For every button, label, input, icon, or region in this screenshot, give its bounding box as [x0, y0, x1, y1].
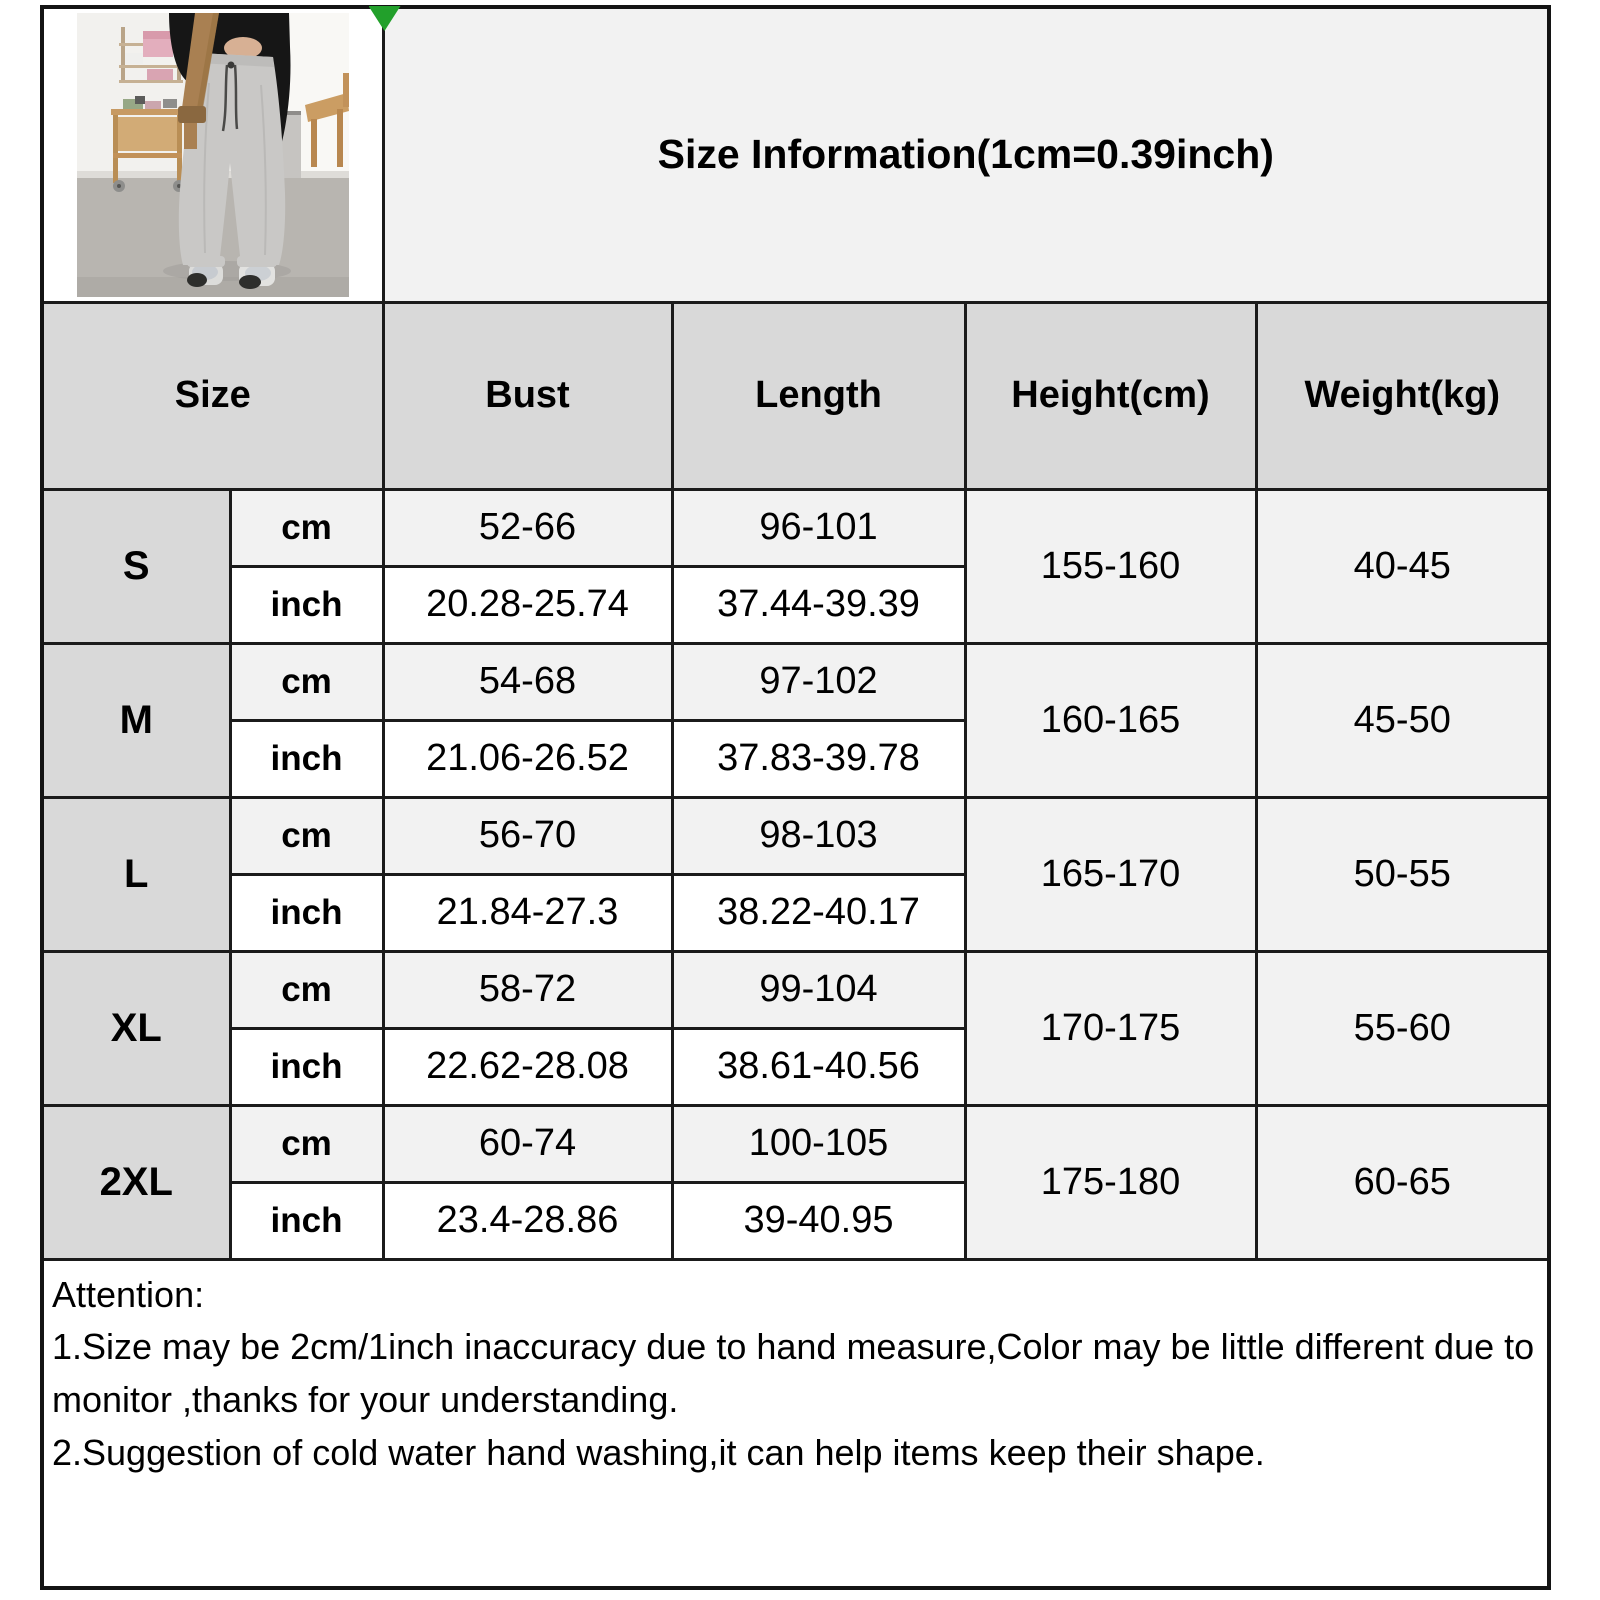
length-cm-cell: 98-103	[672, 797, 965, 874]
header-length: Length	[672, 302, 965, 489]
product-photo-graphic	[77, 13, 349, 297]
unit-cm-cell: cm	[230, 489, 383, 566]
weight-cell: 40-45	[1256, 489, 1549, 643]
bust-inch-cell: 21.06-26.52	[383, 720, 672, 797]
product-photo	[44, 9, 382, 301]
unit-inch-cell: inch	[230, 1182, 383, 1259]
height-cell: 155-160	[965, 489, 1256, 643]
size-chart-sheet	[40, 5, 1547, 1590]
bust-cm-cell: 54-68	[383, 643, 672, 720]
length-inch-cell: 39-40.95	[672, 1182, 965, 1259]
size-info-title-text: Size Information(1cm=0.39inch)	[657, 131, 1274, 178]
attention-note-1: 1.Size may be 2cm/1inch inaccuracy due to hand measure,Color may be little different due to monitor ,thanks for your understanding.	[52, 1326, 1535, 1421]
header-size: Size	[42, 302, 383, 489]
size-label-m: M	[42, 643, 230, 797]
weight-cell: 55-60	[1256, 951, 1549, 1105]
length-inch-cell: 38.61-40.56	[672, 1028, 965, 1105]
header-height: Height(cm)	[965, 302, 1256, 489]
weight-cell: 60-65	[1256, 1105, 1549, 1259]
length-cm-cell: 96-101	[672, 489, 965, 566]
attention-note	[42, 1259, 1549, 1588]
unit-inch-cell: inch	[230, 874, 383, 951]
length-cm-cell: 99-104	[672, 951, 965, 1028]
bust-inch-cell: 22.62-28.08	[383, 1028, 672, 1105]
size-table	[40, 5, 1551, 1590]
height-cell: 170-175	[965, 951, 1256, 1105]
bust-cm-cell: 52-66	[383, 489, 672, 566]
attention-note-2: 2.Suggestion of cold water hand washing,it can help items keep their shape.	[52, 1432, 1265, 1474]
length-inch-cell: 38.22-40.17	[672, 874, 965, 951]
drawstring	[235, 65, 237, 129]
bust-inch-cell: 20.28-25.74	[383, 566, 672, 643]
length-inch-cell: 37.44-39.39	[672, 566, 965, 643]
unit-cm-cell: cm	[230, 643, 383, 720]
length-cm-cell: 97-102	[672, 643, 965, 720]
height-cell: 160-165	[965, 643, 1256, 797]
unit-inch-cell: inch	[230, 720, 383, 797]
unit-inch-cell: inch	[230, 1028, 383, 1105]
bust-inch-cell: 21.84-27.3	[383, 874, 672, 951]
size-label-l: L	[42, 797, 230, 951]
bust-inch-cell: 23.4-28.86	[383, 1182, 672, 1259]
header-weight: Weight(kg)	[1256, 302, 1549, 489]
product-photo-cell	[42, 7, 383, 302]
bust-cm-cell: 56-70	[383, 797, 672, 874]
length-inch-cell: 37.83-39.78	[672, 720, 965, 797]
weight-cell: 50-55	[1256, 797, 1549, 951]
unit-cm-cell: cm	[230, 797, 383, 874]
size-label-xl: XL	[42, 951, 230, 1105]
size-label-2xl: 2XL	[42, 1105, 230, 1259]
bust-cm-cell: 60-74	[383, 1105, 672, 1182]
unit-inch-cell: inch	[230, 566, 383, 643]
bust-cm-cell: 58-72	[383, 951, 672, 1028]
header-bust: Bust	[383, 302, 672, 489]
attention-heading: Attention:	[52, 1273, 205, 1315]
unit-cm-cell: cm	[230, 1105, 383, 1182]
size-info-title	[383, 7, 1549, 302]
weight-cell: 45-50	[1256, 643, 1549, 797]
height-cell: 165-170	[965, 797, 1256, 951]
height-cell: 175-180	[965, 1105, 1256, 1259]
unit-cm-cell: cm	[230, 951, 383, 1028]
size-label-s: S	[42, 489, 230, 643]
length-cm-cell: 100-105	[672, 1105, 965, 1182]
